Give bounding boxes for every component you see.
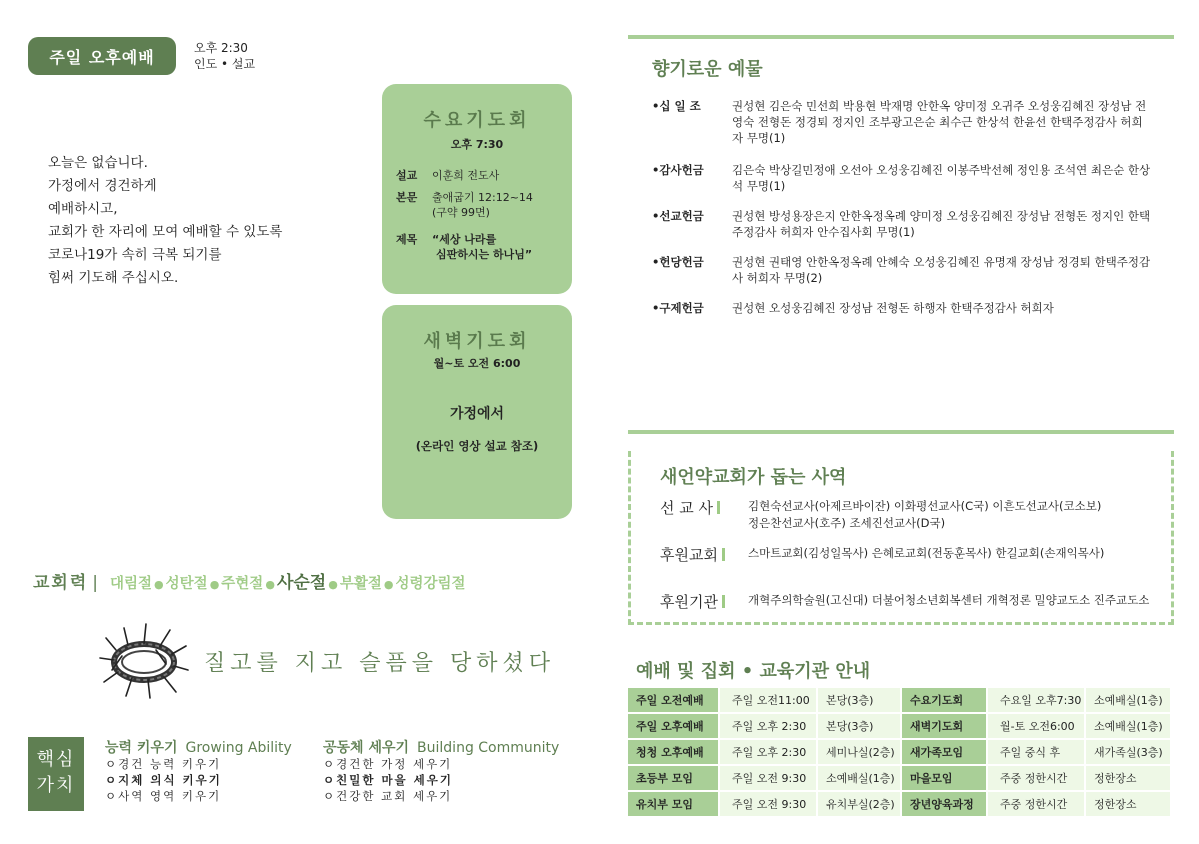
bullet-icon: ● [383, 578, 394, 591]
sunday-pm-leader: 인도 • 설교 [194, 57, 256, 71]
mission-label [660, 544, 748, 565]
worship-title: 예배 및 집회 • 교육기관 안내 [636, 661, 871, 682]
offering-label: •십 일 조 [652, 99, 701, 113]
worship-table [628, 688, 1178, 816]
core-value-group-community [323, 740, 559, 804]
offering-names: 권성현 권태영 안한옥정옥례 안혜숙 오성웅김혜진 유명재 장성남 정경퇴 한택주정감사 허희자 무명(2) [732, 255, 1151, 285]
calendar-label: 교회력 [33, 573, 89, 593]
calendar-item: 성령강림절 [395, 576, 466, 592]
calendar-item-current: 사순절 [276, 573, 327, 593]
sunday-pm-time: 오후 2:30 [194, 41, 248, 55]
dawn-time: 월~토 오전 6:00 [433, 357, 521, 370]
core-value-item: ㅇ사역 영역 키우기 [105, 789, 222, 803]
core-group-title-en: Growing Ability [185, 740, 292, 756]
sunday-pm-meta [194, 40, 255, 72]
offering-row-tithe [652, 98, 1157, 146]
wednesday-row-preacher [396, 168, 562, 183]
table-cell: 세미나실(2층) [818, 740, 900, 764]
offering-label: •감사헌금 [652, 163, 704, 177]
table-cell: 새가족모임 [902, 740, 986, 764]
mission-title: 새언약교회가 돕는 사역 [660, 467, 847, 488]
table-cell: 주일 오전 9:30 [720, 766, 816, 790]
row-value: 출애굽기 12:12~14 [432, 191, 533, 204]
table-cell: 주일 오전예배 [628, 688, 718, 712]
calendar-item: 부활절 [339, 576, 382, 592]
mission-row-institutions [660, 591, 1158, 612]
offering-label: •선교헌금 [652, 209, 704, 223]
wednesday-prayer-box [382, 84, 572, 294]
row-label: 설교 [396, 169, 418, 182]
label-bar [717, 501, 720, 514]
mission-row-churches [660, 544, 1158, 565]
row-value: 심판하시는 하나님” [436, 248, 533, 261]
table-cell: 주일 오후 2:30 [720, 740, 816, 764]
mission-value [748, 591, 1158, 612]
label-bar [722, 548, 725, 561]
mission-line: 김현숙선교사(아제르바이잔) 이화평선교사(C국) 이흔도선교사(코소보) [748, 499, 1102, 513]
wednesday-row-text [396, 190, 562, 220]
mission-value [748, 544, 1158, 565]
table-cell: 주중 정한시간 [988, 766, 1084, 790]
mission-line: 스마트교회(김성일목사) 은혜로교회(전동훈목사) 한길교회(손재익목사) [748, 546, 1105, 560]
table-cell: 장년양육과정 [902, 792, 986, 816]
notice-line: 오늘은 없습니다. [48, 155, 148, 171]
table-cell: 정한장소 [1086, 766, 1170, 790]
offerings-title: 향기로운 예물 [652, 59, 763, 80]
row-value: “세상 나라를 [432, 233, 497, 246]
offering-names: 권성현 방성용장은지 안한옥정옥례 양미정 오성웅김혜진 장성남 전형돈 정지인 한택주정감사 허희자 안수집사회 무명(1) [732, 209, 1151, 239]
table-cell: 청청 오후예배 [628, 740, 718, 764]
core-label-line: 핵심 [36, 749, 76, 770]
core-label-line: 가치 [36, 775, 76, 796]
table-cell: 새가족실(3층) [1086, 740, 1170, 764]
table-cell: 수요기도회 [902, 688, 986, 712]
core-values-label [28, 737, 84, 811]
row-value: 이훈희 전도사 [432, 169, 500, 182]
notice-line: 코로나19가 속히 극복 되기를 [48, 247, 222, 263]
mission-label [660, 497, 748, 532]
core-value-item: ㅇ경건한 가정 세우기 [323, 757, 453, 771]
offering-row-thanks [652, 162, 1157, 194]
mission-value [748, 497, 1158, 532]
table-cell: 유치부실(2층) [818, 792, 900, 816]
core-group-title-ko: 공동체 세우기 [323, 740, 410, 756]
table-cell: 주일 오후예배 [628, 714, 718, 738]
mission-label-text: 후원기관 [660, 593, 718, 611]
offering-label: •헌당헌금 [652, 255, 704, 269]
row-label: 제목 [396, 233, 418, 246]
dawn-place: 가정에서 [449, 406, 505, 422]
notice-line: 가정에서 경건하게 [48, 178, 157, 194]
table-cell: 새벽기도회 [902, 714, 986, 738]
bullet-icon: ● [265, 578, 275, 591]
table-cell: 유치부 모임 [628, 792, 718, 816]
notice-line: 교회가 한 자리에 모여 예배할 수 있도록 [48, 224, 283, 240]
table-cell: 수요일 오후7:30 [988, 688, 1084, 712]
sunday-pm-title: 주일 오후예배 [28, 37, 176, 75]
mission-label-text: 후원교회 [660, 546, 718, 564]
mission-label [660, 591, 748, 612]
bullet-icon: ● [328, 578, 338, 591]
table-cell: 주일 오후 2:30 [720, 714, 816, 738]
offering-names: 권성현 김은숙 민선희 박용현 박재명 안한옥 양미정 오귀주 오성웅김혜진 장성남 전영숙 전형돈 정경퇴 정지인 조부광고은순 최수근 한상석 한윤선 한택주정감사 허희자 무명(1) [732, 99, 1147, 145]
offering-row-relief [652, 300, 1157, 316]
calendar-divider: | [92, 573, 99, 593]
calendar-items [110, 568, 466, 593]
bullet-icon: ● [154, 578, 164, 591]
table-cell: 정한장소 [1086, 792, 1170, 816]
core-group-title [105, 740, 292, 756]
core-value-item: ㅇ친밀한 마을 세우기 [323, 773, 453, 787]
table-cell: 주일 오전11:00 [720, 688, 816, 712]
bullet-icon: ● [209, 578, 220, 591]
dawn-title: 새벽기도회 [423, 331, 531, 352]
church-calendar [33, 568, 466, 593]
core-value-item: ㅇ건강한 교회 세우기 [323, 789, 453, 803]
offering-row-mission [652, 208, 1157, 240]
table-cell: 본당(3층) [818, 714, 900, 738]
notice-line: 예배하시고, [48, 201, 118, 217]
table-cell: 소예배실(1층) [1086, 688, 1170, 712]
table-cell: 소예배실(1층) [1086, 714, 1170, 738]
core-value-item: ㅇ경건 능력 키우기 [105, 757, 222, 771]
crown-of-thorns-icon [98, 620, 190, 702]
mission-line: 정은찬선교사(호주) 조세진선교사(D국) [748, 516, 946, 530]
table-cell: 주중 정한시간 [988, 792, 1084, 816]
table-cell: 소예배실(1층) [818, 766, 900, 790]
sunday-pm-notice [48, 152, 282, 290]
dawn-note: (온라인 영상 설교 참조) [415, 439, 539, 453]
suffering-verse: 질고를 지고 슬픔을 당하셨다 [204, 651, 556, 676]
table-cell: 주일 중식 후 [988, 740, 1084, 764]
wednesday-row-title [396, 232, 562, 262]
offering-label: •구제헌금 [652, 301, 704, 315]
wednesday-time: 오후 7:30 [450, 138, 504, 151]
core-value-item: ㅇ지체 의식 키우기 [105, 773, 222, 787]
mission-line: 개혁주의학술원(고신대) 더불어청소년회복센터 개혁정론 밀양교도소 진주교도소 [748, 593, 1150, 607]
wednesday-title: 수요기도회 [423, 110, 531, 131]
mission-row-missionaries [660, 497, 1158, 532]
calendar-item: 성탄절 [165, 576, 208, 592]
mission-label-text: 선 교 사 [660, 499, 714, 517]
core-value-group-ability [105, 740, 292, 804]
mission-divider [628, 430, 1174, 434]
label-bar [722, 595, 725, 608]
offering-row-building [652, 254, 1157, 286]
offering-names: 김은숙 박상길민정애 오선아 오성웅김혜진 이봉주박선혜 정인용 조석연 최은순 한상석 무명(1) [732, 163, 1151, 193]
offering-names: 권성현 오성웅김혜진 장성남 전형돈 하행자 한택주정감사 허희자 [732, 301, 1054, 315]
calendar-item: 대림절 [110, 576, 153, 592]
table-cell: 마을모임 [902, 766, 986, 790]
notice-line: 힘써 기도해 주십시오. [48, 270, 179, 286]
core-group-title-ko: 능력 키우기 [105, 740, 178, 756]
table-cell: 월-토 오전6:00 [988, 714, 1084, 738]
calendar-item: 주현절 [221, 576, 264, 592]
table-cell: 초등부 모임 [628, 766, 718, 790]
core-group-title-en: Building Community [417, 740, 560, 756]
table-cell: 본당(3층) [818, 688, 900, 712]
top-divider [628, 35, 1174, 39]
row-value: (구약 99면) [432, 206, 490, 219]
row-label: 본문 [396, 191, 418, 204]
dawn-prayer-box [382, 305, 572, 519]
table-cell: 주일 오전 9:30 [720, 792, 816, 816]
core-group-title [323, 740, 559, 756]
